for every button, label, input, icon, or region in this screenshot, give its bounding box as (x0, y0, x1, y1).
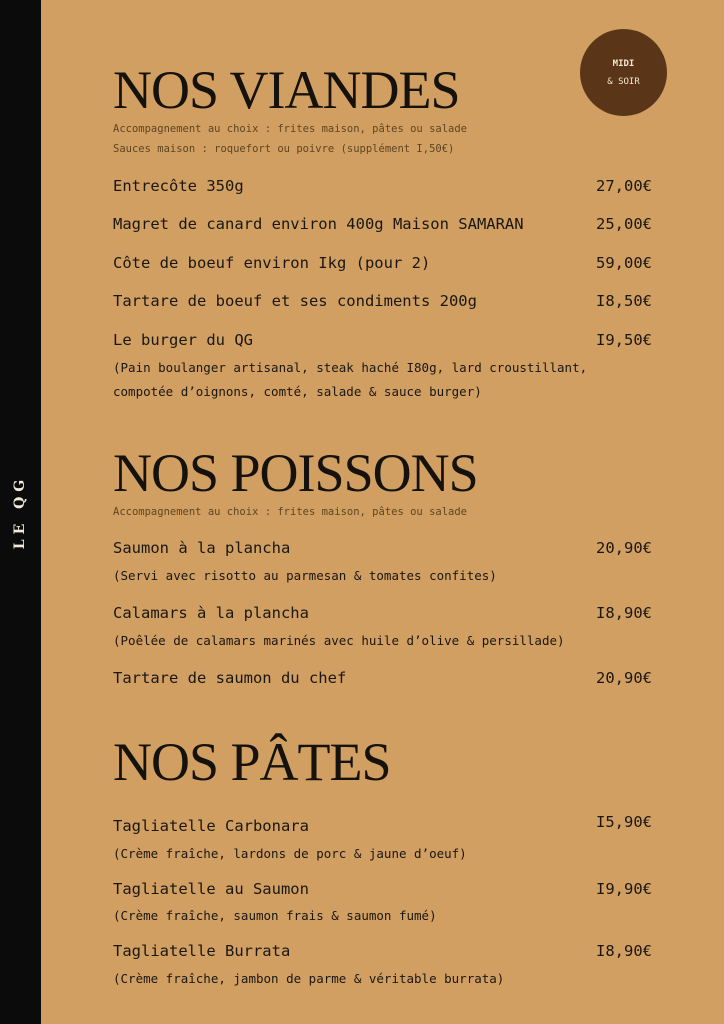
side-bar (0, 0, 41, 1024)
restaurant-name: LE QG (12, 474, 28, 550)
menu-item-price: I8,90€ (596, 604, 652, 622)
menu-item-name: Saumon à la plancha (113, 539, 291, 557)
menu-item-name: Tagliatelle Carbonara (113, 817, 309, 835)
menu-item-name: Tagliatelle Burrata (113, 942, 291, 960)
badge-line-2: & SOIR (607, 76, 640, 87)
menu-item-description: compotée d’oignons, comté, salade & sauce burger) (113, 384, 482, 399)
section-title-pates: NOS PÂTES (113, 732, 391, 792)
menu-item-price: I9,50€ (596, 331, 652, 349)
menu-item-name: Côte de boeuf environ Ikg (pour 2) (113, 254, 431, 272)
menu-item-name: Le burger du QG (113, 331, 253, 349)
badge-line-1: MIDI (612, 58, 635, 69)
menu-item-name: Tagliatelle au Saumon (113, 880, 309, 898)
menu-item-description: (Crème fraîche, saumon frais & saumon fumé) (113, 908, 437, 923)
menu-item-price: I5,90€ (596, 813, 652, 831)
section-title-poissons: NOS POISSONS (113, 443, 478, 503)
menu-item-name: Tartare de saumon du chef (113, 669, 347, 687)
section-note: Sauces maison : roquefort ou poivre (supplément I,50€) (113, 143, 455, 155)
menu-item-description: (Crème fraîche, jambon de parme & véritable burrata) (113, 971, 505, 986)
menu-item-name: Tartare de boeuf et ses condiments 200g (113, 292, 477, 310)
menu-item-description: (Crème fraîche, lardons de porc & jaune d’oeuf) (113, 846, 467, 861)
menu-item-description: (Servi avec risotto au parmesan & tomates confites) (113, 568, 497, 583)
menu-item-name: Magret de canard environ 400g Maison SAMARAN (113, 215, 524, 233)
menu-item-price: I8,90€ (596, 942, 652, 960)
section-note: Accompagnement au choix : frites maison, pâtes ou salade (113, 506, 468, 518)
menu-item-price: 27,00€ (596, 177, 652, 195)
menu-item-name: Entrecôte 350g (113, 177, 244, 195)
menu-item-price: 20,90€ (596, 669, 652, 687)
menu-item-price: 59,00€ (596, 254, 652, 272)
menu-item-description: (Pain boulanger artisanal, steak haché I80g, lard croustillant, (113, 360, 588, 375)
menu-item-price: 20,90€ (596, 539, 652, 557)
menu-item-price: 25,00€ (596, 215, 652, 233)
section-note: Accompagnement au choix : frites maison, pâtes ou salade (113, 123, 468, 135)
menu-item-name: Calamars à la plancha (113, 604, 309, 622)
section-title-viandes: NOS VIANDES (113, 60, 460, 120)
service-badge (580, 29, 667, 116)
menu-item-price: I9,90€ (596, 880, 652, 898)
menu-item-price: I8,50€ (596, 292, 652, 310)
menu-item-description: (Poêlée de calamars marinés avec huile d’olive & persillade) (113, 633, 565, 648)
